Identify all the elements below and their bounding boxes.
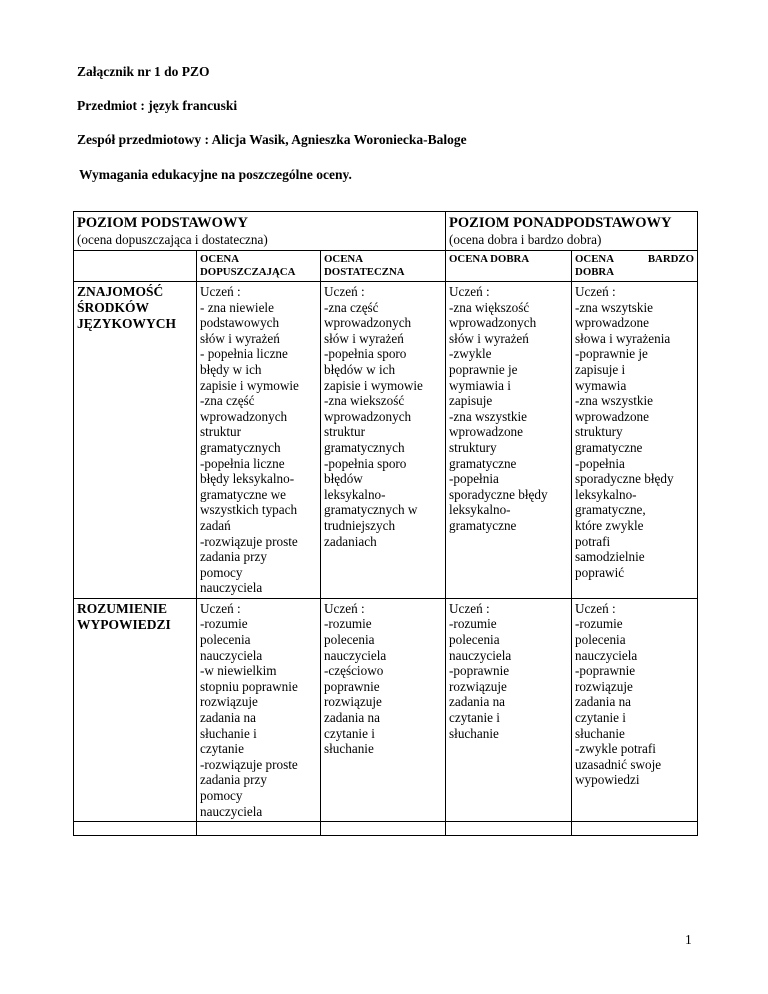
cell-line: leksykalno-: [575, 486, 637, 502]
category-srodki-jezykowe: [74, 282, 197, 599]
cell-line: słuchanie: [449, 725, 499, 741]
cell-line: czytanie i: [575, 710, 626, 726]
cell-line: słów i wyrażeń: [449, 330, 529, 346]
cell-line: nauczyciela: [200, 580, 263, 596]
cell-line: -zna wiekszość: [324, 393, 405, 409]
cell-line: sporadyczne błędy: [575, 471, 674, 487]
cell-line: zadania przy: [200, 772, 267, 788]
cell-line: - zna niewiele: [200, 299, 274, 315]
cell-srodki-bardzo-dobra: [572, 282, 698, 599]
cell-line: nauczyciela: [449, 647, 512, 663]
empty-cell: [446, 822, 572, 836]
cell-line: błędów w ich: [324, 361, 396, 377]
grade-dopuszczajaca: OCENA DOPUSZCZAJĄCA: [197, 251, 321, 282]
cell-line: wprowadzonych: [449, 315, 537, 331]
level-advanced-title: POZIOM PONADPODSTAWOWY: [449, 215, 672, 231]
cell-line: ŚRODKÓW: [77, 300, 150, 315]
cell-line: -zna wszystkie: [449, 408, 528, 424]
cell-line: zapisie i wymowie: [200, 377, 299, 393]
cell-line: pomocy: [200, 564, 243, 580]
cell-line: ROZUMIENIE: [77, 600, 168, 616]
cell-line: -popełnia: [449, 471, 499, 487]
grade-bardzo-dobra: OCENA BARDZO DOBRA: [572, 251, 698, 282]
cell-line: wprowadzone: [575, 408, 649, 424]
cell-line: polecenia: [449, 632, 500, 648]
cell-line: leksykalno-: [324, 486, 386, 502]
cell-line: gramatyczne: [449, 455, 517, 471]
cell-line: czytanie i: [449, 710, 500, 726]
cell-line: gramatyczne: [575, 439, 643, 455]
team-line: Zespół przedmiotowy : Alicja Wasik, Agnieszka Woroniecka-Baloge: [77, 132, 467, 147]
page-number: 1: [685, 932, 692, 947]
category-rozumienie-wypowiedzi: [74, 598, 197, 821]
level-basic-title: POZIOM PODSTAWOWY: [77, 215, 248, 231]
cell-line: gramatyczne,: [575, 502, 646, 518]
cell-line: wprowadzonych: [324, 315, 412, 331]
requirements-heading: Wymagania edukacyjne na poszczególne oceny.: [79, 167, 352, 182]
cell-line: zadania na: [449, 694, 506, 710]
cell-rozumienie-dostateczna: [321, 598, 446, 821]
cell-line: -zna część: [200, 393, 255, 409]
cell-line: Uczeń :: [449, 600, 490, 616]
cell-line: -poprawnie: [575, 663, 636, 679]
cell-line: -zna wszytskie: [575, 299, 654, 315]
cell-line: Uczeń :: [200, 284, 241, 299]
cell-line: samodzielnie: [575, 549, 645, 565]
level-header-row: [74, 212, 698, 251]
cell-line: wymiawia i: [449, 377, 511, 393]
level-advanced-subtitle: (ocena dobra i bardzo dobra): [449, 232, 602, 247]
cell-line: nauczyciela: [200, 803, 263, 819]
cell-line: stopniu poprawnie: [200, 678, 298, 694]
cell-line: wprowadzone: [575, 315, 649, 331]
cell-line: WYPOWIEDZI: [77, 616, 171, 632]
cell-line: słuchanie i: [200, 725, 257, 741]
cell-line: -popełnia liczne: [200, 455, 285, 471]
cell-line: zapisie i wymowie: [324, 377, 423, 393]
cell-line: słuchanie: [575, 725, 625, 741]
cell-line: słów i wyrażeń: [324, 330, 404, 346]
cell-line: pomocy: [200, 788, 243, 803]
cell-line: -zna wszystkie: [575, 393, 654, 409]
cell-line: zadań: [200, 517, 231, 533]
cell-line: podstawowych: [200, 315, 280, 331]
cell-line: uzasadnić swoje: [575, 756, 662, 772]
cell-line: rozwiązuje: [324, 694, 382, 710]
cell-line: słuchanie: [324, 741, 374, 757]
row-srodki-jezykowe: [74, 282, 698, 599]
cell-line: gramatyczne we: [200, 486, 287, 502]
cell-line: -rozumie: [200, 616, 248, 632]
cell-line: Uczeń :: [324, 600, 365, 616]
cell-line: poprawnie je: [449, 361, 518, 377]
cell-line: zadaniach: [324, 533, 377, 549]
empty-row: [74, 822, 698, 836]
cell-line: trudniejszych: [324, 517, 396, 533]
cell-line: Uczeń :: [200, 600, 241, 616]
level-basic: [74, 212, 446, 251]
cell-line: -rozumie: [449, 616, 497, 632]
empty-cell: [197, 822, 321, 836]
level-basic-subtitle: (ocena dopuszczająca i dostateczna): [77, 232, 268, 247]
cell-line: Uczeń :: [449, 284, 490, 299]
cell-line: błędy leksykalno-: [200, 471, 295, 487]
cell-line: poprawić: [575, 564, 625, 580]
grade-header-row: [74, 251, 698, 282]
cell-line: -poprawnie je: [575, 346, 648, 362]
cell-line: -rozumie: [324, 616, 372, 632]
cell-line: -zwykle: [449, 346, 492, 362]
cell-line: potrafi: [575, 533, 611, 549]
annex-title: Załącznik nr 1 do PZO: [77, 64, 210, 79]
cell-line: -rozumie: [575, 616, 623, 632]
cell-line: błędy w ich: [200, 361, 262, 377]
row-rozumienie-wypowiedzi: [74, 598, 698, 821]
cell-line: wszystkich typach: [200, 502, 298, 518]
cell-line: gramatyczne: [449, 517, 517, 533]
cell-line: Uczeń :: [324, 284, 365, 299]
cell-line: czytanie: [200, 741, 244, 757]
cell-line: -rozwiązuje proste: [200, 533, 298, 549]
cell-line: polecenia: [324, 632, 375, 648]
cell-line: gramatycznych: [200, 439, 281, 455]
cell-line: wprowadzonych: [324, 408, 412, 424]
cell-srodki-dobra: [446, 282, 572, 599]
empty-cell: [321, 822, 446, 836]
cell-line: zadania przy: [200, 549, 267, 565]
cell-line: rozwiązuje: [449, 678, 507, 694]
cell-srodki-dopuszczajaca: [197, 282, 321, 599]
cell-line: wypowiedzi: [575, 772, 640, 788]
cell-line: zapisuje i: [575, 361, 626, 377]
cell-line: gramatycznych w: [324, 502, 418, 518]
grade-dobra: OCENA DOBRA: [446, 251, 572, 282]
cell-line: polecenia: [575, 632, 626, 648]
cell-line: struktur: [200, 424, 242, 440]
cell-line: -popełnia sporo: [324, 455, 407, 471]
cell-line: nauczyciela: [575, 647, 638, 663]
cell-line: -częściowo: [324, 663, 384, 679]
cell-line: JĘZYKOWYCH: [77, 316, 177, 331]
cell-line: zapisuje: [449, 393, 493, 409]
cell-line: ZNAJOMOŚĆ: [77, 284, 164, 299]
cell-line: wprowadzonych: [200, 408, 288, 424]
cell-line: poprawnie: [324, 678, 380, 694]
grade-corner-empty: [74, 251, 197, 282]
cell-line: -popełnia sporo: [324, 346, 407, 362]
cell-line: zadania na: [200, 710, 257, 726]
cell-line: Uczeń :: [575, 284, 616, 299]
grade-dostateczna: OCENA DOSTATECZNA: [321, 251, 446, 282]
cell-line: - popełnia liczne: [200, 346, 288, 362]
cell-rozumienie-dobra: [446, 598, 572, 821]
cell-line: które zwykle: [575, 517, 644, 533]
cell-line: nauczyciela: [324, 647, 387, 663]
cell-line: Uczeń :: [575, 600, 616, 616]
cell-line: rozwiązuje: [200, 694, 258, 710]
cell-line: nauczyciela: [200, 647, 263, 663]
cell-line: rozwiązuje: [575, 678, 633, 694]
cell-line: -zna większość: [449, 299, 530, 315]
cell-line: -zna część: [324, 299, 379, 315]
cell-line: czytanie i: [324, 725, 375, 741]
cell-line: słów i wyrażeń: [200, 330, 280, 346]
level-advanced: [446, 212, 698, 251]
empty-cell: [74, 822, 197, 836]
cell-line: wprowadzone: [449, 424, 523, 440]
subject-line: Przedmiot : język francuski: [77, 98, 238, 113]
cell-line: -w niewielkim: [200, 663, 277, 679]
cell-line: -zwykle potrafi: [575, 741, 656, 757]
cell-line: słowa i wyrażenia: [575, 330, 671, 346]
cell-line: struktury: [575, 424, 623, 440]
cell-line: gramatycznych: [324, 439, 405, 455]
cell-line: struktur: [324, 424, 366, 440]
cell-line: struktury: [449, 439, 497, 455]
cell-line: zadania na: [575, 694, 632, 710]
cell-line: leksykalno-: [449, 502, 511, 518]
cell-rozumienie-bardzo-dobra: [572, 598, 698, 821]
empty-cell: [572, 822, 698, 836]
cell-line: -rozwiązuje proste: [200, 756, 298, 772]
requirements-table: [73, 211, 698, 836]
cell-srodki-dostateczna: [321, 282, 446, 599]
cell-rozumienie-dopuszczajaca: [197, 598, 321, 821]
cell-line: -popełnia: [575, 455, 625, 471]
cell-line: wymawia: [575, 377, 627, 393]
cell-line: -poprawnie: [449, 663, 510, 679]
cell-line: sporadyczne błędy: [449, 486, 548, 502]
cell-line: błędów: [324, 471, 363, 487]
cell-line: zadania na: [324, 710, 381, 726]
cell-line: polecenia: [200, 632, 251, 648]
